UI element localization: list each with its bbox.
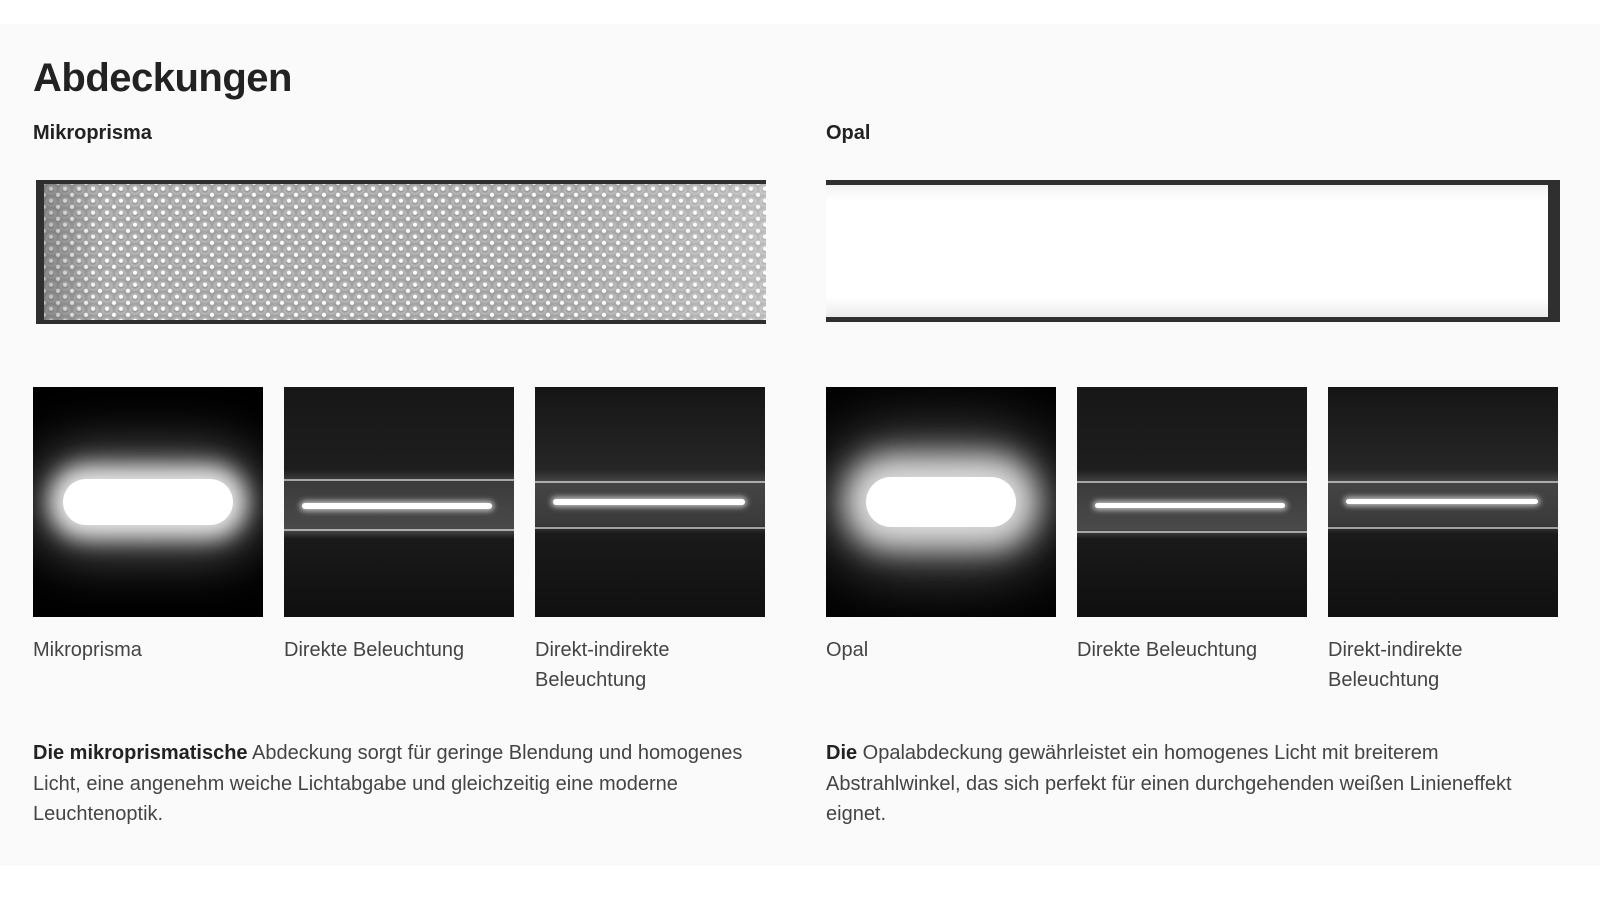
- page-title: Abdeckungen: [33, 56, 292, 100]
- ceiling-line: [1328, 481, 1558, 483]
- direct-light-image: [1077, 387, 1307, 617]
- glow-image: [826, 387, 1056, 617]
- thumbnail-direkt-indirekte-beleuchtung[interactable]: [535, 387, 765, 691]
- description-text: Abdeckung sorgt für geringe Blendung und homogenes Licht, eine angenehm weiche Lichtabgabe und gleichzeitig eine moderne Leuchtenoptik.: [33, 742, 743, 825]
- direct-indirect-light-image: [535, 387, 765, 617]
- ceiling-line: [284, 479, 514, 481]
- light-tube: [1095, 503, 1285, 508]
- description-lead: Die: [826, 742, 858, 764]
- thumbnail-mikroprisma[interactable]: [33, 387, 263, 661]
- floor-line: [535, 527, 765, 529]
- thumbnail-label: Mikroprisma: [33, 639, 142, 661]
- mikroprisma-profile-image: [36, 180, 766, 324]
- thumbnail-label: Direkt-indirekte Beleuchtung: [535, 639, 670, 691]
- thumbnail-label: Direkte Beleuchtung: [1077, 639, 1258, 661]
- floor-line: [1328, 527, 1558, 529]
- thumbnail-direkt-indirekte-beleuchtung[interactable]: [1328, 387, 1558, 691]
- thumbnail-opal[interactable]: [826, 387, 1056, 661]
- description: [33, 738, 768, 830]
- floor-line: [284, 529, 514, 531]
- light-glow: [866, 477, 1016, 527]
- direct-indirect-light-image: [1328, 387, 1558, 617]
- thumbnail-label: Direkte Beleuchtung: [284, 639, 465, 661]
- description-text: Opalabdeckung gewährleistet ein homogenes Licht mit breiterem Abstrahlwinkel, das sich perfekt für einen durchgehenden weißen Linieneffekt eignet.: [826, 742, 1512, 825]
- thumbnail-direkte-beleuchtung[interactable]: [284, 387, 514, 661]
- light-glow: [63, 479, 233, 525]
- light-tube: [553, 499, 745, 505]
- thumbnail-direkte-beleuchtung[interactable]: [1077, 387, 1307, 661]
- floor-line: [1077, 531, 1307, 533]
- column-title: Opal: [826, 122, 871, 144]
- thumbnail-row: [826, 387, 1561, 691]
- opal-profile-image: [826, 180, 1560, 322]
- glow-image: [33, 387, 263, 617]
- column-title: Mikroprisma: [33, 122, 152, 144]
- column-opal: [826, 0, 1561, 900]
- light-tube: [1346, 499, 1538, 504]
- description-lead: Die mikroprismatische: [33, 742, 248, 764]
- ceiling-line: [1077, 481, 1307, 483]
- description: [826, 738, 1561, 830]
- direct-light-image: [284, 387, 514, 617]
- thumbnail-label: Direkt-indirekte Beleuchtung: [1328, 639, 1463, 691]
- thumbnail-label: Opal: [826, 639, 869, 661]
- light-tube: [302, 503, 492, 509]
- thumbnail-row: [33, 387, 768, 691]
- column-mikroprisma: [33, 0, 768, 900]
- ceiling-line: [535, 481, 765, 483]
